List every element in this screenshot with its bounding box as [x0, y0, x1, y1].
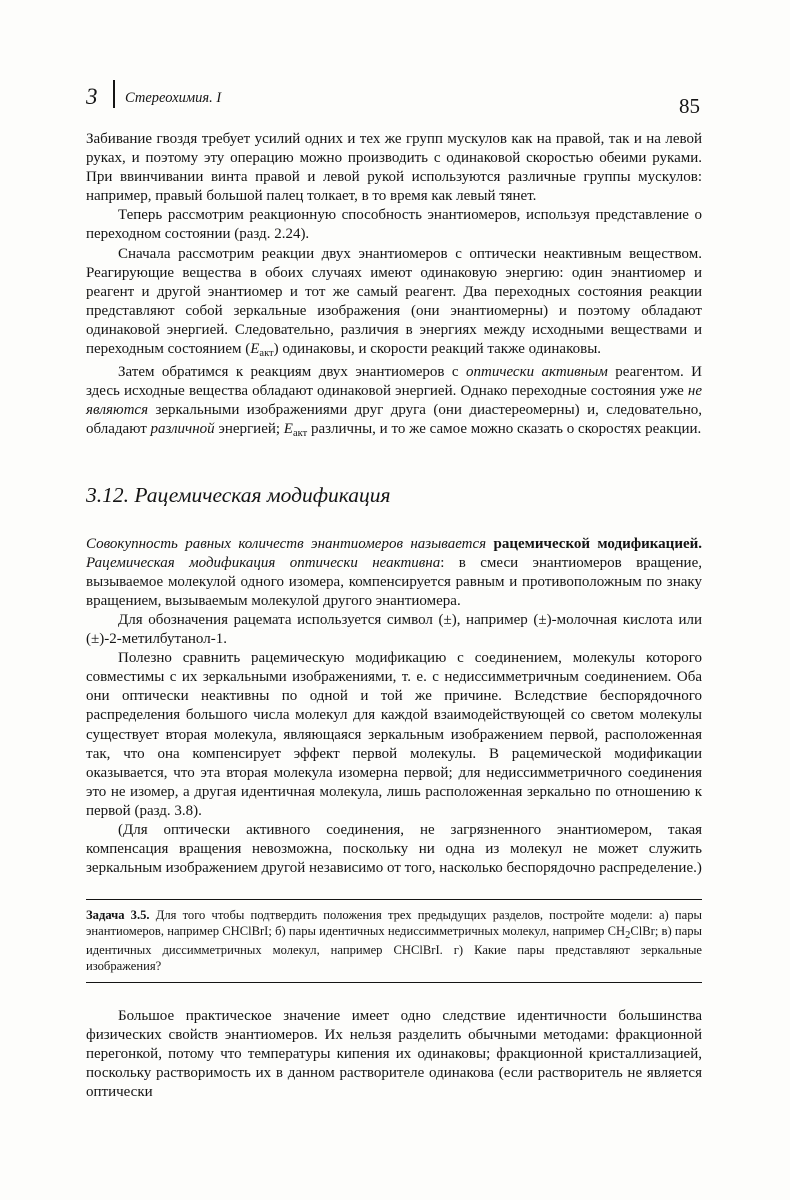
chapter-number: 3 — [86, 84, 98, 109]
problem-top-rule — [86, 899, 702, 900]
paragraph: Для обозначения рацемата используется символ (±), например (±)-молочная кислота или (±)-2-метилбутанол-1. — [86, 611, 702, 648]
paragraph: Теперь рассмотрим реакционную способность энантиомеров, используя представление о переходном состоянии (разд. 2.24). — [86, 207, 702, 243]
page-body — [86, 130, 702, 1102]
problem-label: Задача 3.5. — [86, 908, 150, 923]
paragraph: Большое практическое значение имеет одно следствие идентичности большинства физических свойств энантиомеров. Их нельзя разделить обычными методами: фракционной перегонкой, потому что температуры кипения их одинаковы; фракционной кристаллизацией, поскольку растворимость их в данном растворителе одинакова (если растворитель не является оптически — [86, 1007, 702, 1101]
running-header — [86, 80, 702, 124]
page-number: 85 — [679, 94, 700, 118]
definition-paragraph: Совокупность равных количеств энантиомеров называется рацемической модификацией. Рацемическая модификация оптически неактивна: в смеси энантиомеров вращение, вызываемое молекулой одного изомера, компенсируется равным и противоположным по знаку вращением, вызываемым молекулой другого энантиомера. — [86, 535, 703, 609]
problem-box: Задача 3.5. Для того чтобы подтвердить положения трех предыдущих разделов, постройте модели: а) пары энантиомеров, например CHClBrI; б) пары идентичных недиссимметричных молекул, например $CH_2ClBr$; в) пары идентичных диссимметричных молекул, например CHClBrI. г) Какие пары представляют зеркальные изображения? — [86, 908, 702, 974]
running-title: Стереохимия. I — [125, 90, 222, 106]
paragraph: (Для оптически активного соединения, не загрязненного энантиомером, такая компенсация вращения невозможна, поскольку ни одна из молекул не может служить зеркальным изображением другой независимо от того, насколько беспорядочно распределение.) — [86, 822, 702, 877]
paragraph-transition-energy: Сначала рассмотрим реакции двух энантиомеров с оптически неактивным веществом. Реагирующие вещества в обоих случаях имеют одинаковую энергию: один энантиомер и реагент и другой энантиомер и тот же самый реагент. Два переходных состояния реакции представляют собой зеркальные изображения (они энантиомерны) и поэтому обладают одинаковой энергией. Следовательно, различия в энергиях между исходными веществами и переходным состоянием $(E_{акт})$ одинаковы, и скорости реакций также одинаковы. — [86, 245, 702, 360]
section-heading: 3.12. Рацемическая модификация — [86, 482, 391, 507]
paragraph-active-reagent: Затем обратимся к реакциям двух энантиомеров с оптически активным реагентом. И здесь исходные вещества обладают одинаковой энергией. Однако переходные состояния уже не являются зеркальными изображениями друг друга (они диастереомерны) и, следовательно, обладают различной энергией; $E_{акт}$ различны, и то же самое можно сказать о скоростях реакции. — [86, 364, 702, 440]
paragraph: Забивание гвоздя требует усилий одних и тех же групп мускулов как на правой, так и на левой руках, и поэтому эту операцию можно производить с одинаковой скоростью обеими руками. При ввинчивании винта правой и левой рукой используются различные группы мускулов: например, правый большой палец толкает, в то время как левый тянет. — [86, 131, 702, 205]
header-divider — [113, 80, 115, 108]
problem-bottom-rule — [86, 982, 702, 983]
paragraph: Полезно сравнить рацемическую модификацию с соединением, молекулы которого совместимы с их зеркальными изображениями, т. е. с недиссимметричным соединением. Оба они оптически неактивны по одной и той же причине. Вследствие беспорядочного распределения большого числа молекул для каждой взаимодействующей со светом молекулы существует вторая молекула, являющаяся зеркальным изображением первой, расположенная так, что она компенсирует эффект первой молекулы. В рацемической модификации оказывается, что эта вторая молекула изомерна первой; для недиссимметричного соединения это не изомер, а другая идентичная молекула, лишь расположенная зеркально по отношению к первой (разд. 3.8). — [86, 650, 702, 819]
